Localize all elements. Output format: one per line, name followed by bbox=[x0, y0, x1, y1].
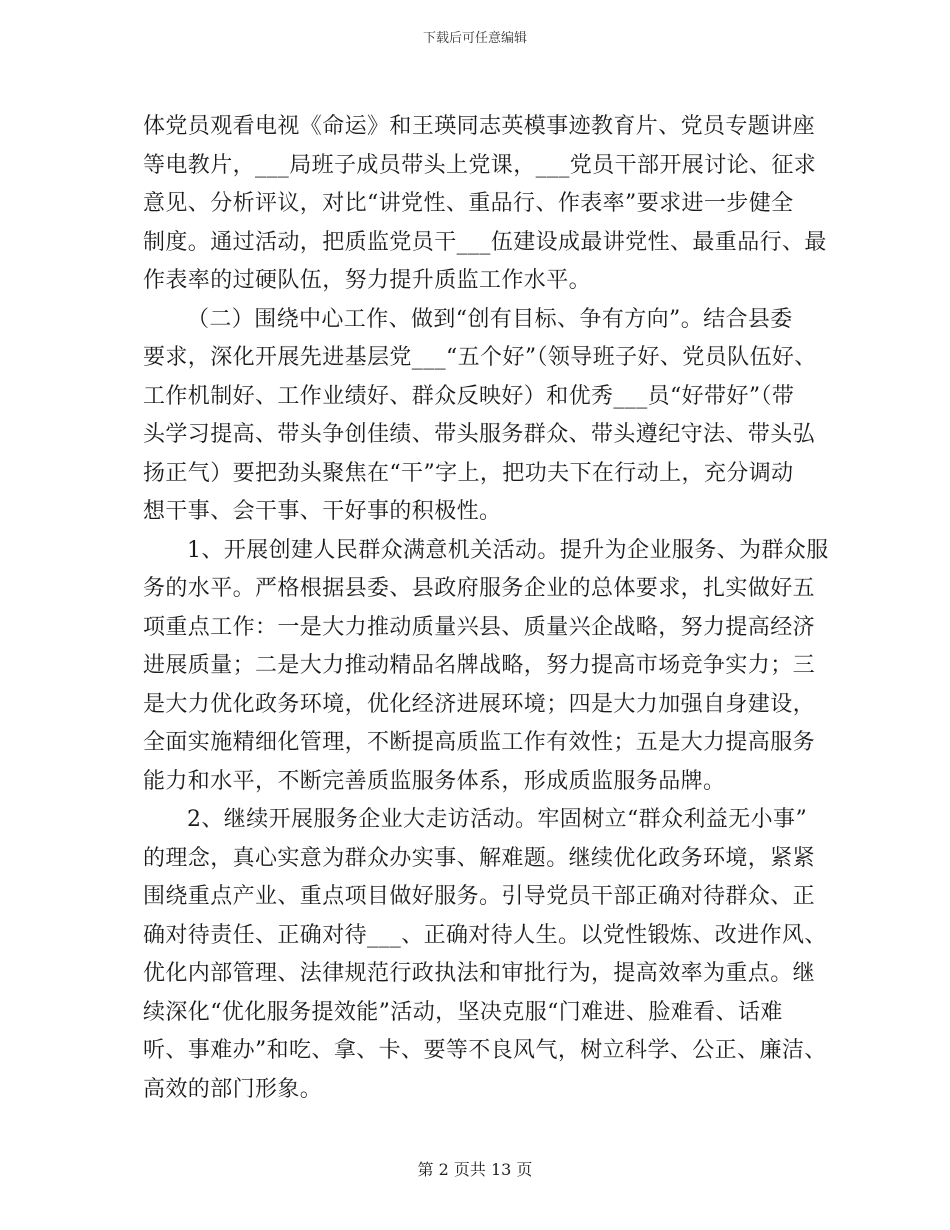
text-line: 体党员观看电视《命运》和王瑛同志英模事迹教育片、党员专题讲座 bbox=[143, 114, 816, 139]
text-line: 高效的部门形象。 bbox=[143, 1076, 323, 1102]
text-line: 想干事、会干事、干好事的积极性。 bbox=[143, 499, 502, 524]
text-line: （二）围绕中心工作、做到“创有目标、争有方向”。结合县委 bbox=[187, 306, 793, 332]
text-line: 续深化“优化服务提效能”活动，坚决克服“门难进、脸难看、话难 bbox=[143, 999, 783, 1025]
text-line: 进展质量；二是大力推动精品名牌战略，努力提高市场竞争实力；三 bbox=[143, 653, 816, 678]
text-line: 是大力优化政务环境，优化经济进展环境；四是大力加强自身建设， bbox=[143, 691, 816, 717]
text-line: 听、事难办”和吃、拿、卡、要等不良风气，树立科学、公正、廉洁、 bbox=[143, 1038, 827, 1063]
text-line: 头学习提高、带头争创佳绩、带头服务群众、带头遵纪守法、带头弘 bbox=[143, 422, 816, 447]
text-line: 要求，深化开展先进基层党___“五个好”（领导班子好、党员队伍好、 bbox=[143, 345, 817, 370]
text-line: 2、继续开展服务企业大走访活动。牢固树立“群众利益无小事” bbox=[187, 807, 808, 832]
text-line: 等电教片，___局班子成员带头上党课，___党员干部开展讨论、征求 bbox=[143, 152, 817, 178]
text-line: 能力和水平，不断完善质监服务体系，形成质监服务品牌。 bbox=[143, 768, 726, 794]
text-line: 围绕重点产业、重点项目做好服务。引导党员干部正确对待群众、正 bbox=[143, 884, 816, 909]
text-line: 扬正气）要把劲头聚焦在“干”字上，把功夫下在行动上，充分调动 bbox=[143, 460, 794, 486]
text-line: 务的水平。严格根据县委、县政府服务企业的总体要求，扎实做好五 bbox=[143, 576, 816, 601]
text-line: 确对待责任、正确对待___、正确对待人生。以党性锻炼、改进作风、 bbox=[143, 922, 827, 948]
text-line: 作表率的过硬队伍，努力提升质监工作水平。 bbox=[143, 268, 592, 293]
text-line: 项重点工作：一是大力推动质量兴县、质量兴企战略，努力提高经济 bbox=[143, 614, 816, 640]
text-line: 工作机制好、工作业绩好、群众反映好）和优秀___员“好带好”（带 bbox=[143, 383, 795, 409]
text-line: 全面实施精细化管理，不断提高质监工作有效性；五是大力提高服务 bbox=[143, 730, 816, 755]
text-line: 制度。通过活动，把质监党员干___伍建设成最讲党性、最重品行、最 bbox=[143, 229, 827, 255]
body-text bbox=[143, 108, 829, 1109]
page-footer: 第 2 页共 13 页 bbox=[417, 1160, 533, 1179]
page-header: 下载后可任意编辑 bbox=[422, 31, 527, 46]
text-line: 优化内部管理、法律规范行政执法和审批行为，提高效率为重点。继 bbox=[143, 961, 816, 986]
text-line: 的理念，真心实意为群众办实事、解难题。继续优化政务环境，紧紧 bbox=[143, 845, 816, 871]
text-line: 意见、分析评议，对比“讲党性、重品行、作表率”要求进一步健全 bbox=[143, 191, 794, 216]
text-line: 1、开展创建人民群众满意机关活动。提升为企业服务、为群众服 bbox=[187, 537, 829, 563]
